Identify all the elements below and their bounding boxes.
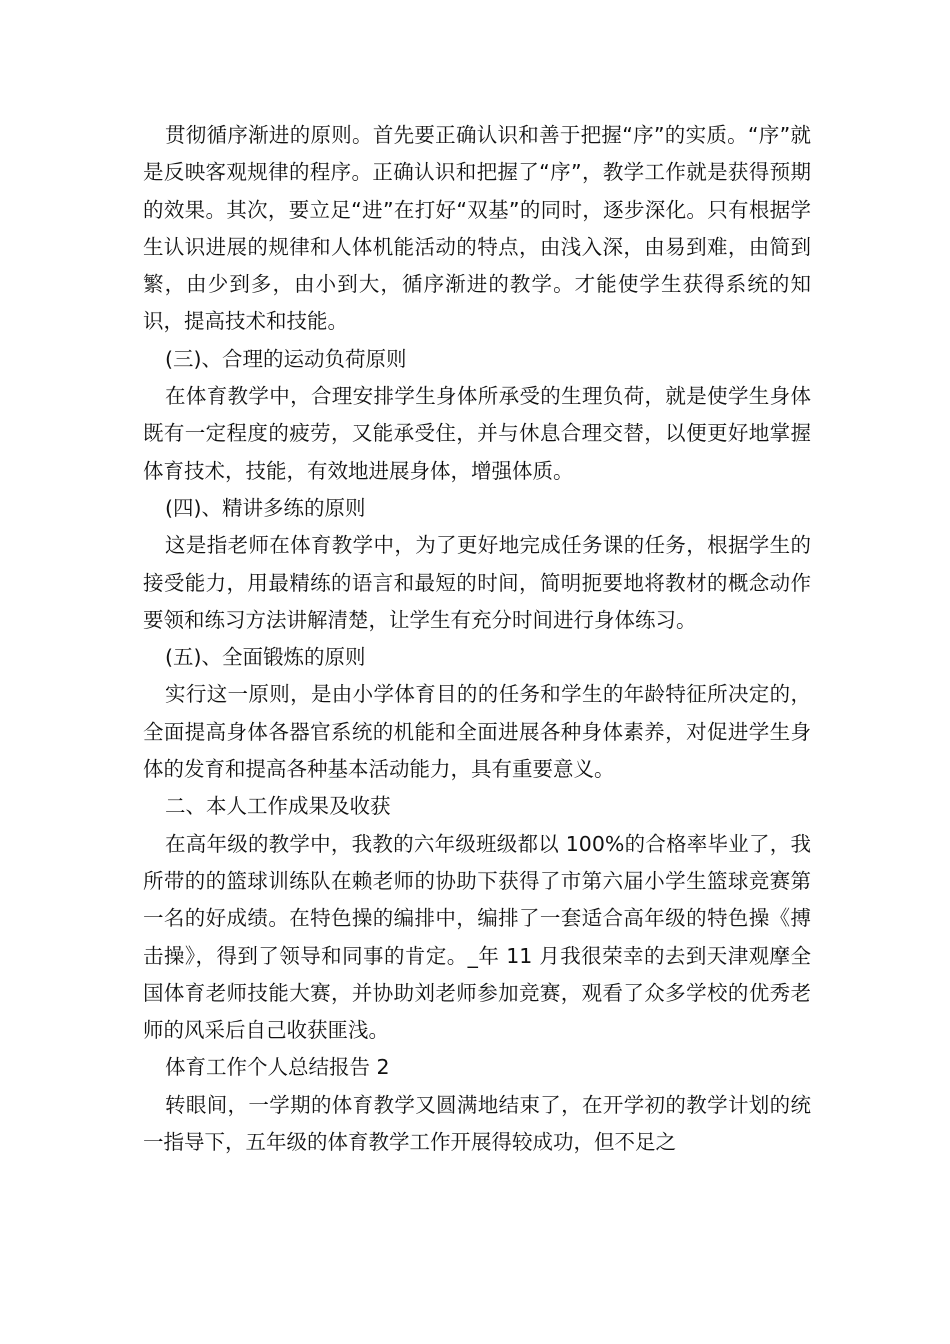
paragraph-concise-practice-principle: 这是指老师在体育教学中，为了更好地完成任务课的任务，根据学生的接受能力，用最精练的语言和最短的时间，简明扼要地将教材的概念动作要领和练习方法讲解清楚，让学生有充分时间进行身体练习。	[143, 533, 811, 632]
paragraph-load-principle: 在体育教学中，合理安排学生身体所承受的生理负荷，就是使学生身体既有一定程度的疲劳，又能承受住，并与休息合理交替，以便更好地掌握体育技术，技能，有效地进展身体，增强体质。	[143, 384, 811, 483]
paragraph-comprehensive-principle: 实行这一原则，是由小学体育目的的任务和学生的年龄特征所决定的，全面提高身体各器官系统的机能和全面进展各种身体素养，对促进学生身体的发育和提高各种基本活动能力，具有重要意义。	[143, 682, 811, 782]
paragraph-work-results: 在高年级的教学中，我教的六年级班级都以 100%的合格率毕业了，我所带的的篮球训练队在赖老师的协助下获得了市第六届小学生篮球竞赛第一名的好成绩。在特色操的编排中，编排了一套适合高年级的特色操《搏击操》，得到了领导和同事的肯定。_年 11 月我很荣幸的去到天津观摩全国体育老师技能大赛，并协助刘老师参加竞赛，观看了众多学校的优秀老师的风采后自己收获匪浅。	[143, 831, 811, 1043]
heading-concise-practice-principle: (四)、精讲多练的原则	[165, 495, 366, 520]
heading-work-results: 二、本人工作成果及收获	[165, 794, 391, 819]
heading-report-2: 体育工作个人总结报告 2	[165, 1055, 390, 1080]
paragraph-report-2-intro: 转眼间，一学期的体育教学又圆满地结束了，在开学初的教学计划的统一指导下，五年级的体育教学工作开展得较成功，但不足之	[143, 1092, 811, 1155]
heading-load-principle: (三)、合理的运动负荷原则	[165, 346, 407, 371]
heading-comprehensive-principle: (五)、全面锻炼的原则	[165, 645, 366, 670]
paragraph-gradual-principle: 贯彻循序渐进的原则。首先要正确认识和善于把握“序”的实质。“序”就是反映客观规律的程序。正确认识和把握了“序”，教学工作就是获得预期的效果。其次，要立足“进”在打好“双基”的同时，逐步深化。只有根据学生认识进展的规律和人体机能活动的特点，由浅入深，由易到难，由简到繁，由少到多，由小到大，循序渐进的教学。才能使学生获得系统的知识，提高技术和技能。	[143, 123, 811, 334]
document-body	[143, 117, 811, 1161]
